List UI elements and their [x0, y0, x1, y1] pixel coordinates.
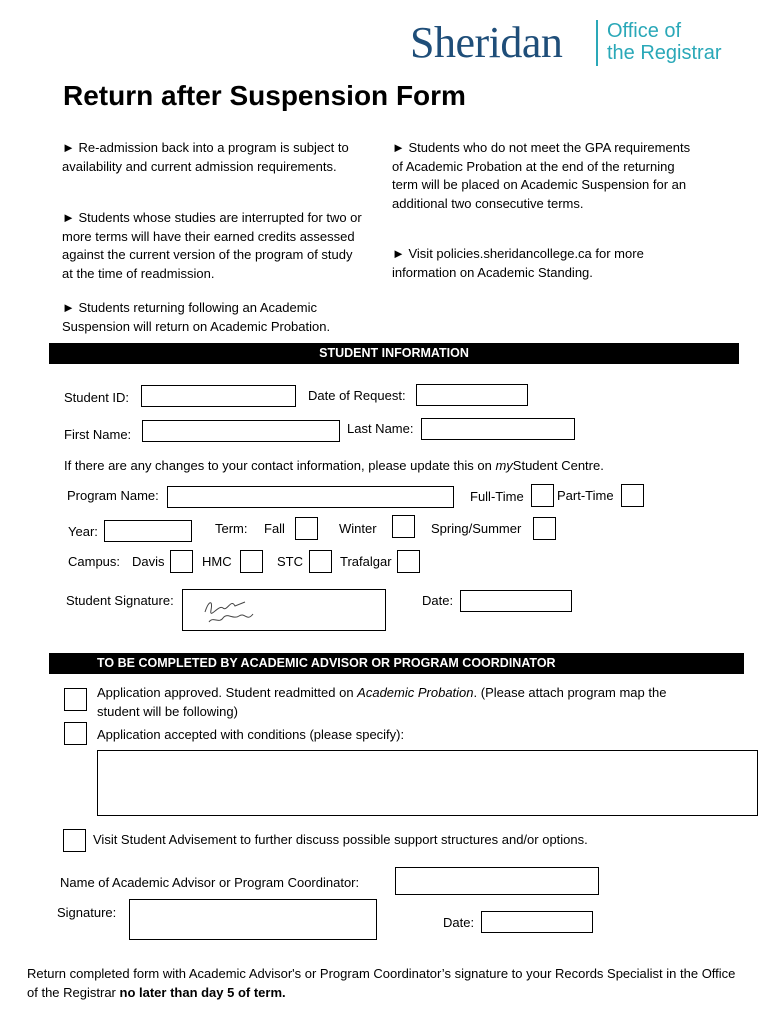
approved-text-pre: Application approved. Student readmitted on — [97, 685, 358, 700]
student-info-header: STUDENT INFORMATION — [49, 343, 739, 364]
advisement-label: Visit Student Advisement to further discuss possible support structures and/or options. — [93, 832, 588, 847]
advisor-date-field[interactable] — [481, 911, 593, 933]
advisor-name-field[interactable] — [395, 867, 599, 895]
full-time-label: Full-Time — [470, 489, 524, 504]
program-name-label: Program Name: — [67, 488, 159, 503]
conditions-textarea[interactable] — [97, 750, 758, 816]
spring-summer-checkbox[interactable] — [533, 517, 556, 540]
sheridan-logo: Sheridan — [410, 18, 563, 67]
logo-subtitle-line2: the Registrar — [607, 42, 722, 64]
last-name-label: Last Name: — [347, 421, 414, 436]
advisor-date-label: Date: — [443, 915, 475, 930]
fall-label: Fall — [264, 521, 285, 536]
approved-text — [97, 683, 697, 721]
stc-label: STC — [277, 554, 303, 569]
stc-checkbox[interactable] — [309, 550, 332, 573]
term-label: Term: — [215, 521, 248, 536]
student-signature-label: Student Signature: — [66, 593, 174, 608]
year-field[interactable] — [104, 520, 192, 542]
part-time-checkbox[interactable] — [621, 484, 644, 507]
footer-text: Return completed form with Academic Advisor's or Program Coordinator’s signature to your Records Specialist in the Office of the Registrar — [27, 966, 736, 1000]
logo-divider — [596, 20, 598, 66]
student-date-label: Date: — [422, 593, 454, 608]
logo-subtitle — [607, 20, 722, 64]
bullet-academic-suspension: ► Students returning following an Academic Suspension will return on Academic Probation. — [62, 300, 331, 334]
last-name-field[interactable] — [421, 418, 575, 440]
date-of-request-field[interactable] — [416, 384, 528, 406]
davis-checkbox[interactable] — [170, 550, 193, 573]
hmc-label: HMC — [202, 554, 232, 569]
student-id-label: Student ID: — [64, 390, 130, 405]
advisor-section-header: TO BE COMPLETED BY ACADEMIC ADVISOR OR PROGRAM COORDINATOR — [49, 653, 744, 674]
approved-text-post: . (Please attach program map the student will be following) — [97, 685, 667, 719]
logo-subtitle-line1: Office of — [607, 20, 682, 42]
davis-label: Davis — [132, 554, 165, 569]
bullet-gpa-requirements: ► Students who do not meet the GPA requirements of Academic Probation at the end of the returning term will be placed on Academic Suspension for an additional two consecutive terms. — [392, 140, 691, 211]
first-name-field[interactable] — [142, 420, 340, 442]
trafalgar-label: Trafalgar — [340, 554, 392, 569]
advisement-checkbox[interactable] — [63, 829, 86, 852]
advisor-name-label: Name of Academic Advisor or Program Coordinator: — [60, 875, 360, 890]
winter-checkbox[interactable] — [392, 515, 415, 538]
winter-label: Winter — [339, 521, 377, 536]
bullet-visit-policies: ► Visit policies.sheridancollege.ca for more information on Academic Standing. — [392, 246, 644, 280]
spring-summer-label: Spring/Summer — [431, 521, 522, 536]
bullet-interrupted-studies: ► Students whose studies are interrupted for two or more terms will have their earned credits assessed against the current version of the program of study at the time of readmission. — [62, 210, 362, 281]
approved-text-em: Academic Probation — [357, 685, 474, 700]
program-name-field[interactable] — [167, 486, 454, 508]
contact-note-post: Student Centre. — [512, 458, 604, 473]
part-time-label: Part-Time — [557, 488, 614, 503]
first-name-label: First Name: — [64, 427, 132, 442]
hmc-checkbox[interactable] — [240, 550, 263, 573]
student-id-field[interactable] — [141, 385, 296, 407]
advisor-signature-label: Signature: — [57, 905, 117, 920]
student-date-field[interactable] — [460, 590, 572, 612]
campus-label: Campus: — [68, 554, 121, 569]
signature-scribble-icon — [201, 594, 261, 628]
date-of-request-label: Date of Request: — [308, 388, 406, 403]
approved-checkbox[interactable] — [64, 688, 87, 711]
contact-note-pre: If there are any changes to your contact information, please update this on — [64, 458, 496, 473]
student-signature-field[interactable] — [182, 589, 386, 631]
contact-update-note — [64, 458, 604, 474]
advisor-signature-field[interactable] — [129, 899, 377, 940]
page-title: Return after Suspension Form — [63, 80, 466, 111]
conditions-checkbox[interactable] — [64, 722, 87, 745]
fall-checkbox[interactable] — [295, 517, 318, 540]
year-label: Year: — [68, 524, 98, 539]
contact-note-my: my — [495, 458, 513, 473]
full-time-checkbox[interactable] — [531, 484, 554, 507]
bullet-readmission: ► Re-admission back into a program is subject to availability and current admission requirements. — [62, 140, 349, 174]
conditions-label: Application accepted with conditions (please specify): — [97, 727, 405, 742]
trafalgar-checkbox[interactable] — [397, 550, 420, 573]
footer-deadline: no later than day 5 of term. — [119, 985, 286, 1000]
footer-instructions — [27, 964, 737, 1002]
